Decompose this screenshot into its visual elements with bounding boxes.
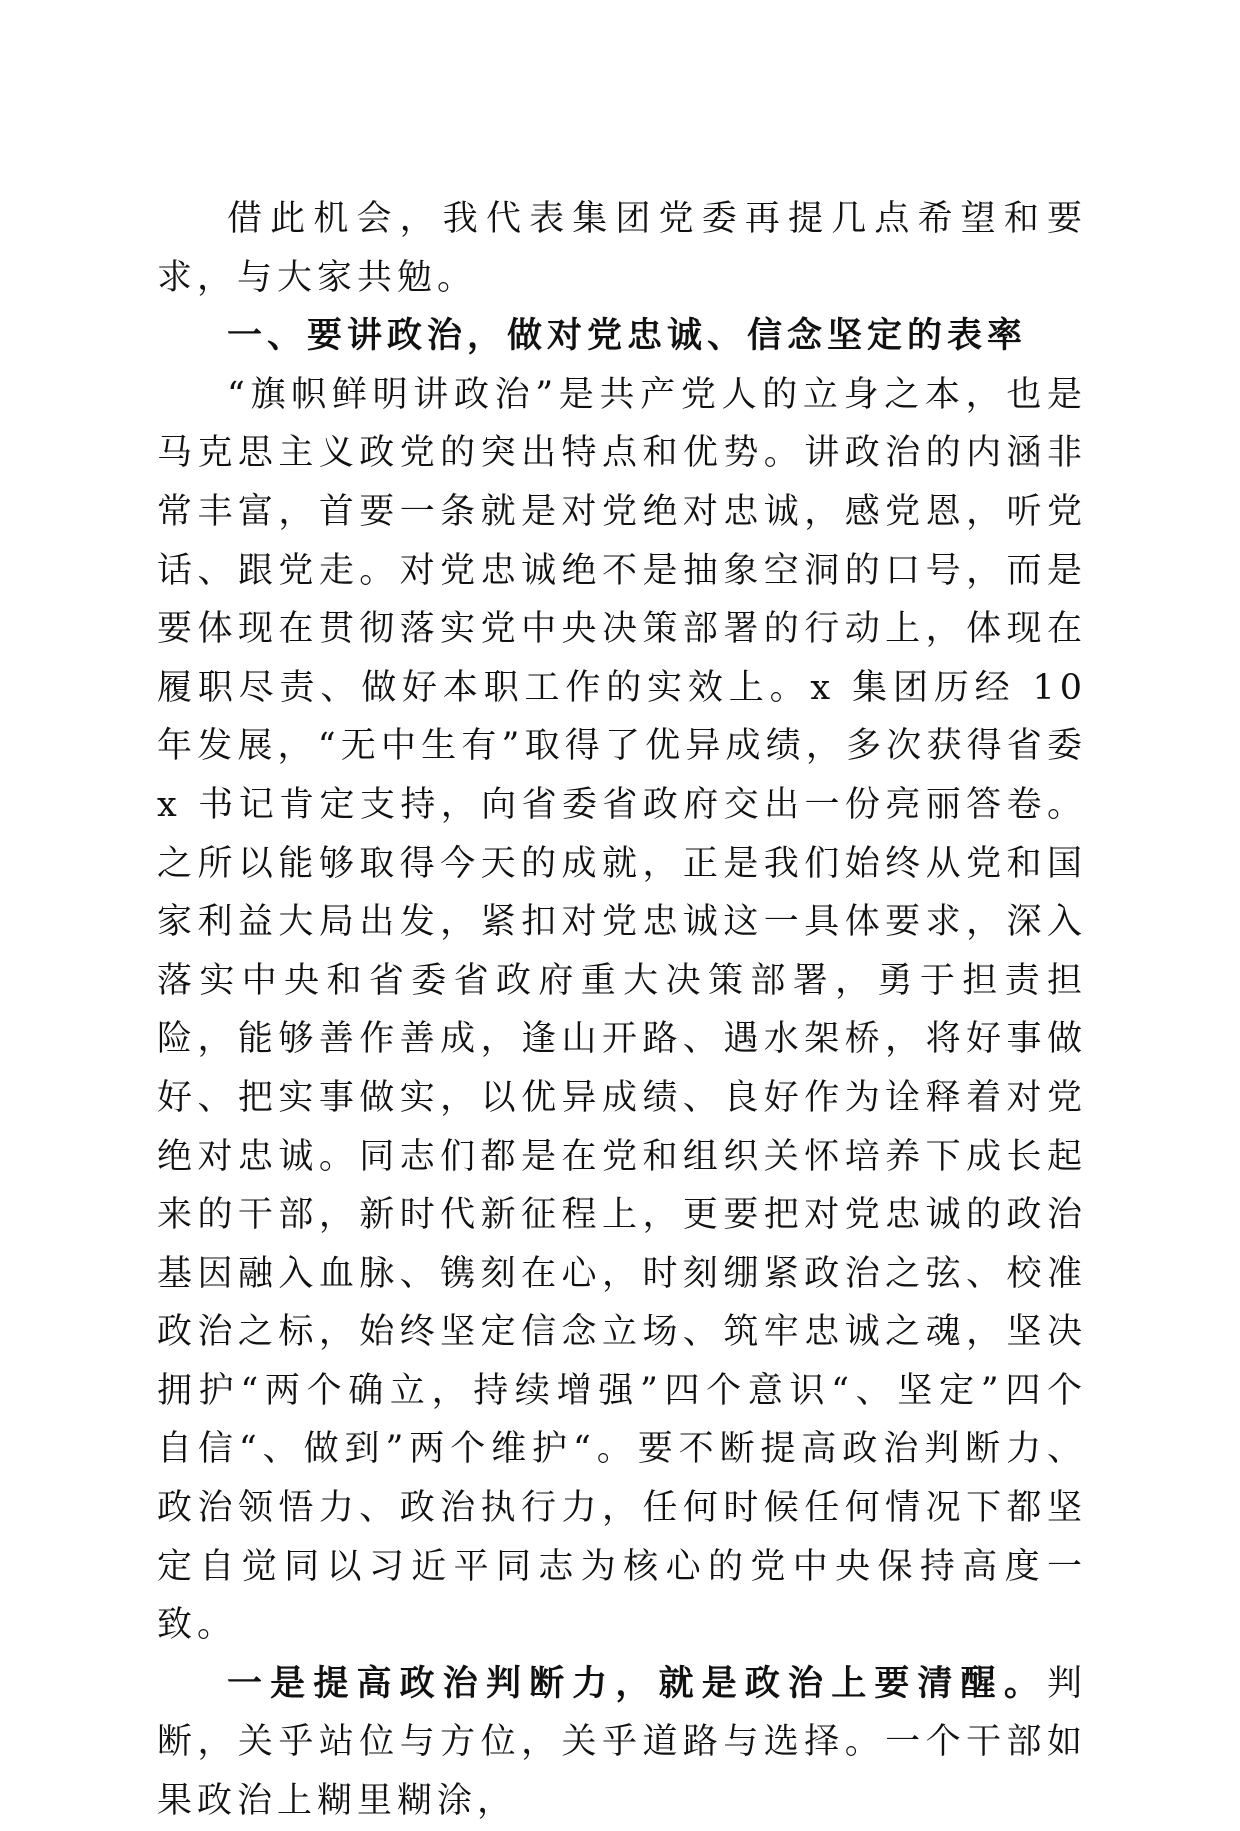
point-one-lead: 一是提高政治判断力，就是政治上要清醒。 — [227, 1663, 1047, 1704]
point-one-paragraph — [157, 1655, 1087, 1831]
point-one-body: 判断，关乎站位与方位，关乎道路与选择。一个干部如果政治上糊里糊涂， — [157, 1663, 1087, 1822]
document-body — [157, 190, 1087, 1831]
main-paragraph: “旗帜鲜明讲政治”是共产党人的立身之本，也是马克思主义政党的突出特点和优势。讲政治的内涵非常丰富，首要一条就是对党绝对忠诚，感党恩，听党话、跟党走。对党忠诚绝不是抽象空洞的口号，而是要体现在贯彻落实党中央决策部署的行动上，体现在履职尽责、做好本职工作的实效上。x 集团历经 10 年发展，“无中生有”取得了优异成绩，多次获得省委 x 书记肯定支持，向省委省政府交出一份亮丽答卷。之所以能够取得今天的成就，正是我们始终从党和国家利益大局出发，紧扣对党忠诚这一具体要求，深入落实中央和省委省政府重大决策部署，勇于担责担险，能够善作善成，逢山开路、遇水架桥，将好事做好、把实事做实，以优异成绩、良好作为诠释着对党绝对忠诚。同志们都是在党和组织关怀培养下成长起来的干部，新时代新征程上，更要把对党忠诚的政治基因融入血脉、镌刻在心，时刻绷紧政治之弦、校准政治之标，始终坚定信念立场、筑牢忠诚之魂，坚决拥护“两个确立，持续增强”四个意识“、坚定”四个自信“、做到”两个维护“。要不断提高政治判断力、政治领悟力、政治执行力，任何时候任何情况下都坚定自觉同以习近平同志为核心的党中央保持高度一致。 — [157, 374, 1087, 1646]
section-heading: 一、要讲政治，做对党忠诚、信念坚定的表率 — [227, 316, 1028, 357]
intro-paragraph: 借此机会，我代表集团党委再提几点希望和要求，与大家共勉。 — [157, 199, 1087, 298]
